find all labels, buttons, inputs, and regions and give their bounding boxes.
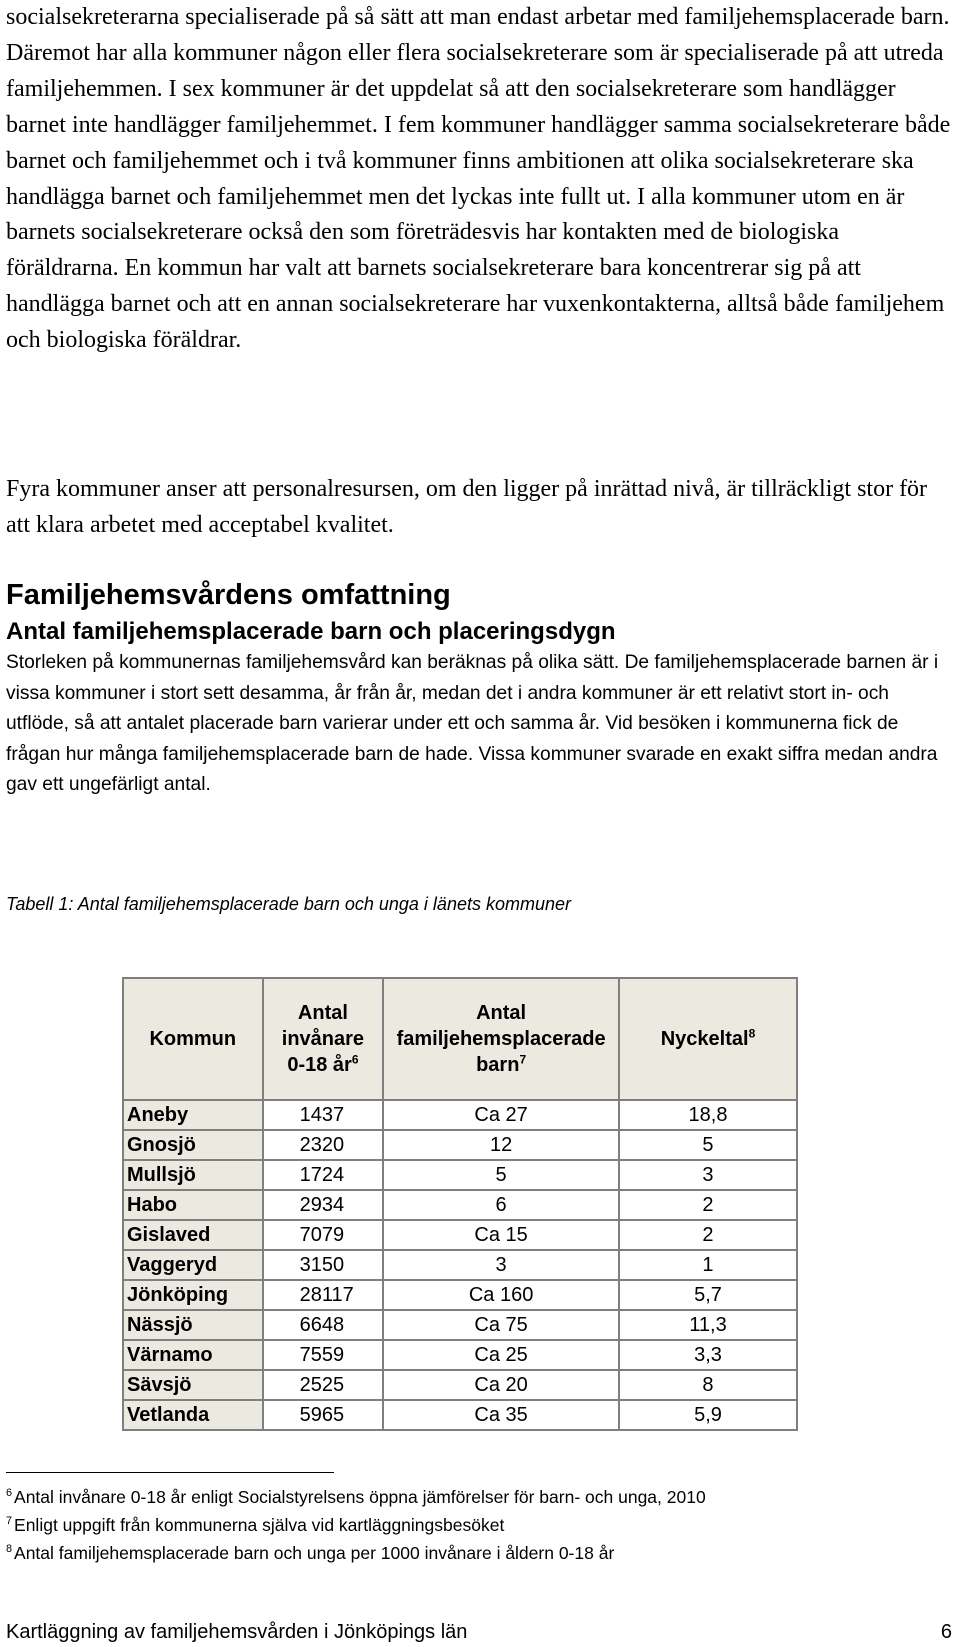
cell-placerade: 6 [383, 1190, 619, 1220]
cell-nyckeltal: 2 [619, 1220, 797, 1250]
table-row [123, 1160, 797, 1190]
footer-title: Kartläggning av familjehemsvården i Jönköpings län [6, 1621, 468, 1643]
cell-nyckeltal: 8 [619, 1370, 797, 1400]
table-row [123, 1280, 797, 1310]
table-row [123, 1250, 797, 1280]
cell-nyckeltal: 3 [619, 1160, 797, 1190]
cell-invanare: 7079 [263, 1220, 384, 1250]
header-placerade-line3: barn [476, 1054, 520, 1076]
table-row [123, 1130, 797, 1160]
footnote-mark: 8 [6, 1543, 13, 1556]
footnote-divider [6, 1472, 334, 1473]
cell-kommun: Jönköping [123, 1280, 263, 1310]
cell-invanare: 28117 [263, 1280, 384, 1310]
footnotes [6, 1483, 706, 1567]
header-placerade-line1: Antal [476, 1002, 527, 1024]
footnote-6 [6, 1483, 706, 1511]
cell-placerade: Ca 160 [383, 1280, 619, 1310]
footnote-ref-7: 7 [519, 1052, 527, 1067]
header-nyckeltal [619, 978, 797, 1100]
cell-nyckeltal: 3,3 [619, 1340, 797, 1370]
cell-kommun: Gnosjö [123, 1130, 263, 1160]
cell-nyckeltal: 18,8 [619, 1100, 797, 1130]
cell-nyckeltal: 1 [619, 1250, 797, 1280]
header-placerade [383, 978, 619, 1100]
cell-nyckeltal: 5,9 [619, 1400, 797, 1430]
cell-placerade: Ca 35 [383, 1400, 619, 1430]
footnote-ref-6: 6 [351, 1052, 359, 1067]
page-footer [6, 1619, 952, 1645]
header-invanare-line3: 0-18 år [287, 1054, 352, 1076]
table-row [123, 1310, 797, 1340]
cell-placerade: 5 [383, 1160, 619, 1190]
table-row [123, 1100, 797, 1130]
footnote-mark: 7 [6, 1515, 13, 1528]
cell-nyckeltal: 11,3 [619, 1310, 797, 1340]
section-subheading: Antal familjehemsplacerade barn och placeringsdygn [6, 618, 616, 645]
header-placerade-line2: familjehemsplacerade [396, 1028, 606, 1050]
cell-invanare: 2320 [263, 1130, 384, 1160]
cell-invanare: 7559 [263, 1340, 384, 1370]
cell-invanare: 3150 [263, 1250, 384, 1280]
cell-invanare: 5965 [263, 1400, 384, 1430]
footnote-mark: 6 [6, 1487, 13, 1500]
footnote-text: Enligt uppgift från kommunerna själva vid kartläggningsbesöket [14, 1515, 505, 1535]
cell-placerade: Ca 20 [383, 1370, 619, 1400]
footnote-text: Antal familjehemsplacerade barn och unga per 1000 invånare i åldern 0-18 år [14, 1543, 615, 1563]
table-caption: Tabell 1: Antal familjehemsplacerade barn och unga i länets kommuner [6, 894, 571, 914]
cell-placerade: Ca 27 [383, 1100, 619, 1130]
data-table [122, 977, 798, 1431]
section-paragraph: Storleken på kommunernas familjehemsvård kan beräknas på olika sätt. De familjehemsplacerade barnen är i vissa kommuner i stort sett desamma, år från år, medan det i andra kommuner är ett relativt stort in- och utflöde, så att antalet placerade barn varierar under ett och samma år. Vid besöken i kommunerna fick de frågan hur många familjehemsplacerade barn de hade. Vissa kommuner svarade en exakt siffra medan andra gav ett ungefärligt antal. [6, 652, 939, 796]
table-row [123, 1370, 797, 1400]
cell-kommun: Habo [123, 1190, 263, 1220]
cell-nyckeltal: 5,7 [619, 1280, 797, 1310]
cell-invanare: 6648 [263, 1310, 384, 1340]
cell-kommun: Mullsjö [123, 1160, 263, 1190]
cell-kommun: Vetlanda [123, 1400, 263, 1430]
table-row [123, 1190, 797, 1220]
table-row [123, 1340, 797, 1370]
header-nyckeltal-label: Nyckeltal [660, 1028, 749, 1050]
header-invanare-line2: invånare [281, 1028, 365, 1050]
cell-placerade: Ca 15 [383, 1220, 619, 1250]
cell-placerade: 3 [383, 1250, 619, 1280]
cell-kommun: Värnamo [123, 1340, 263, 1370]
footnote-7 [6, 1511, 706, 1539]
cell-placerade: Ca 75 [383, 1310, 619, 1340]
cell-placerade: 12 [383, 1130, 619, 1160]
cell-invanare: 2934 [263, 1190, 384, 1220]
table-header-row [123, 978, 797, 1100]
footnote-text: Antal invånare 0-18 år enligt Socialstyrelsens öppna jämförelser för barn- och unga, 2010 [14, 1487, 706, 1507]
cell-kommun: Vaggeryd [123, 1250, 263, 1280]
header-kommun: Kommun [123, 978, 263, 1100]
section-heading: Familjehemsvårdens omfattning [6, 579, 451, 611]
footnote-8 [6, 1539, 706, 1567]
body-paragraph-2: Fyra kommuner anser att personalresursen, om den ligger på inrättad nivå, är tillräckligt stor för att klara arbetet med acceptabel kvalitet. [6, 476, 928, 538]
cell-nyckeltal: 2 [619, 1190, 797, 1220]
cell-placerade: Ca 25 [383, 1340, 619, 1370]
body-paragraph-1: socialsekreterarna specialiserade på så sätt att man endast arbetar med familjehemsplacerade barn. Däremot har alla kommuner någon eller flera socialsekreterare som är specialiserade på att utreda familjehemmen. I sex kommuner är det uppdelat så att den socialsekreterare som handlägger barnet inte handlägger familjehemmet. I fem kommuner handlägger samma socialsekreterare både barnet och familjehemmet och i två kommuner finns ambitionen att olika socialsekreterare ska handlägga barnet och familjehemmet men det lyckas inte fullt ut. I alla kommuner utom en är barnets socialsekreterare också den som företrädesvis har kontakten med de biologiska föräldrarna. En kommun har valt att barnets socialsekreterare bara koncentrerar sig på att handlägga barnet och att en annan socialsekreterare har vuxenkontakterna, alltså både familjehem och biologiska föräldrar. [6, 4, 951, 354]
cell-invanare: 1724 [263, 1160, 384, 1190]
cell-kommun: Nässjö [123, 1310, 263, 1340]
cell-kommun: Aneby [123, 1100, 263, 1130]
cell-kommun: Sävsjö [123, 1370, 263, 1400]
header-invanare [263, 978, 384, 1100]
cell-nyckeltal: 5 [619, 1130, 797, 1160]
page-number: 6 [940, 1621, 952, 1643]
cell-kommun: Gislaved [123, 1220, 263, 1250]
table-row [123, 1400, 797, 1430]
cell-invanare: 2525 [263, 1370, 384, 1400]
header-invanare-line1: Antal [297, 1002, 348, 1024]
cell-invanare: 1437 [263, 1100, 384, 1130]
table-row [123, 1220, 797, 1250]
footnote-ref-8: 8 [748, 1026, 756, 1041]
